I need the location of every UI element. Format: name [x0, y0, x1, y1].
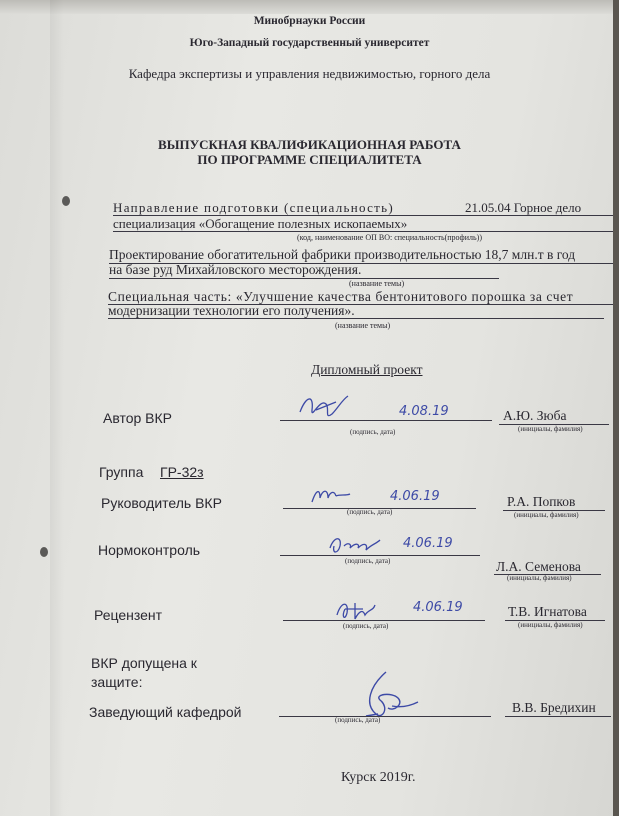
- name-line: [505, 716, 611, 717]
- project-type: Дипломный проект: [311, 362, 423, 377]
- author-name: А.Ю. Зюба: [503, 408, 567, 423]
- topic-line-2: на базе руд Михайловского месторождения.: [109, 262, 362, 277]
- ministry: Минобрнауки России: [253, 15, 366, 27]
- page-edge: [613, 0, 619, 816]
- direction-code: 21.05.04 Горное дело: [465, 200, 582, 215]
- underline: [113, 231, 613, 232]
- supervisor-label: Руководитель ВКР: [101, 495, 222, 511]
- normcontrol-sign-caption: (подпись, дата): [345, 557, 391, 565]
- supervisor-date: 4.06.19: [390, 489, 440, 504]
- head-sign-caption: (подпись, дата): [335, 716, 381, 724]
- special-line-1: Специальная часть: «Улучшение качества бентонитового порошка за счет: [108, 289, 574, 304]
- group-value: ГР-32з: [160, 464, 204, 480]
- signature-line: [280, 555, 480, 556]
- page-fold: [50, 0, 64, 816]
- signature-line: [279, 716, 491, 717]
- normcontrol-date: 4.06.19: [403, 536, 453, 551]
- normcontrol-name-caption: (инициалы, фамилия): [507, 574, 572, 582]
- city-year: Курск 2019г.: [341, 770, 416, 785]
- head-label: Заведующий кафедрой: [89, 704, 242, 720]
- direction-caption: (код, наименование ОП ВО: специальность(профиль)): [297, 233, 482, 242]
- author-label: Автор ВКР: [103, 410, 173, 426]
- topic-caption: (название темы): [349, 279, 405, 288]
- binding-hole: [40, 547, 48, 557]
- head-name: В.В. Бредихин: [512, 700, 596, 715]
- reviewer-name-caption: (инициалы, фамилия): [518, 621, 583, 629]
- doc-subtitle: ПО ПРОГРАММЕ СПЕЦИАЛИТЕТА: [197, 152, 422, 167]
- binding-hole: [62, 196, 70, 206]
- special-line-2: модернизации технологии его получения».: [108, 303, 355, 318]
- admission-line-2: защите:: [91, 674, 143, 690]
- author-date: 4.08.19: [399, 404, 449, 419]
- signature-line: [280, 420, 492, 421]
- topic-line-1: Проектирование обогатительной фабрики производительностью 18,7 млн.т в год: [109, 247, 576, 262]
- doc-title: ВЫПУСКНАЯ КВАЛИФИКАЦИОННАЯ РАБОТА: [158, 137, 461, 152]
- normcontrol-name: Л.А. Семенова: [496, 559, 581, 574]
- supervisor-signature: [306, 480, 356, 510]
- page-shadow: [0, 0, 619, 14]
- author-name-caption: (инициалы, фамилия): [518, 425, 583, 433]
- reviewer-sign-caption: (подпись, дата): [343, 622, 389, 630]
- supervisor-name: Р.А. Попков: [507, 494, 576, 509]
- reviewer-date: 4.06.19: [413, 600, 463, 615]
- specialization: специализация «Обогащение полезных ископаемых»: [113, 216, 408, 231]
- direction-label: Направление подготовки (специальность): [113, 200, 395, 215]
- head-signature: [352, 668, 422, 722]
- group-label: Группа: [99, 464, 144, 480]
- supervisor-sign-caption: (подпись, дата): [347, 508, 393, 516]
- normcontrol-label: Нормоконтроль: [98, 542, 201, 558]
- reviewer-label: Рецензент: [94, 607, 163, 623]
- signature-line: [283, 620, 485, 621]
- underline: [109, 278, 499, 279]
- supervisor-name-caption: (инициалы, фамилия): [514, 511, 579, 519]
- admission-line-1: ВКР допущена к: [91, 655, 197, 671]
- author-sign-caption: (подпись, дата): [350, 428, 396, 436]
- reviewer-name: Т.В. Игнатова: [508, 604, 587, 619]
- special-caption: (название темы): [335, 321, 391, 330]
- department: Кафедра экспертизы и управления недвижимостью, горного дела: [128, 66, 491, 81]
- university: Юго-Западный государственный университет: [189, 37, 430, 49]
- underline: [108, 318, 604, 319]
